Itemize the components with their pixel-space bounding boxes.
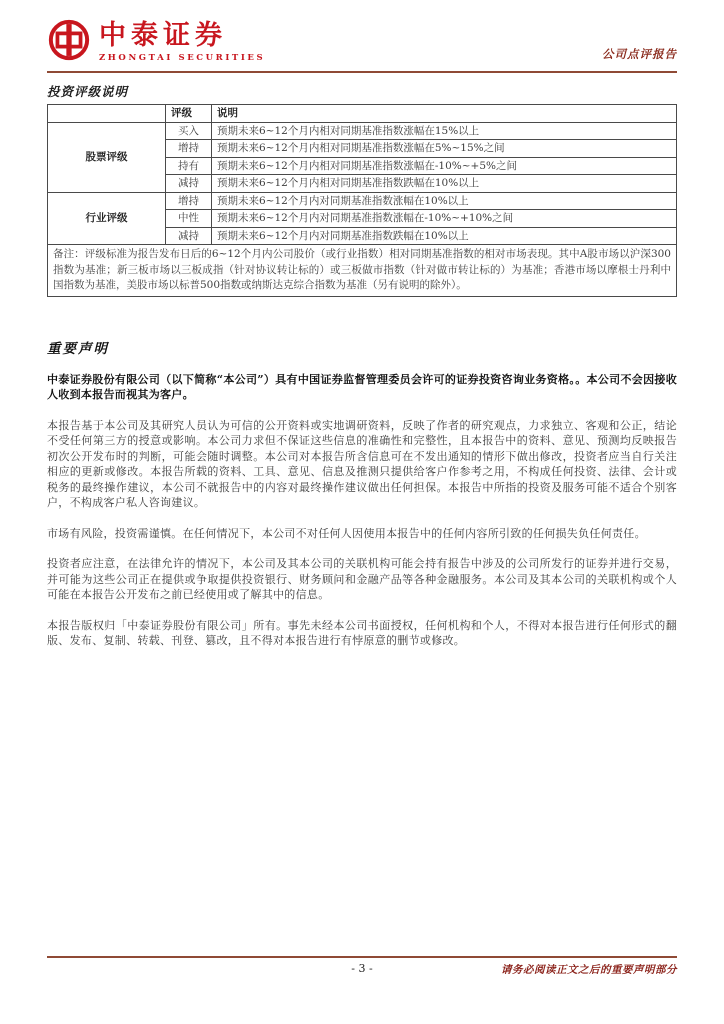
rating-section (47, 82, 677, 297)
statement-section-title: 重要声明 (47, 340, 109, 357)
rating-cell: 增持 (166, 192, 212, 210)
statement-paragraph: 市场有风险，投资需谨慎。在任何情况下，本公司不对任何人因使用本报告中的任何内容所引致的任何损失负任何责任。 (47, 526, 646, 540)
table-row (48, 192, 677, 210)
rating-desc-cell: 预期未来6~12个月内对同期基准指数涨幅在-10%~+10%之间 (212, 210, 677, 228)
header-divider (47, 71, 677, 73)
table-row (48, 122, 677, 140)
brand-name-cn: 中泰证券 (99, 19, 227, 51)
rating-table (47, 104, 677, 297)
footer-divider (47, 956, 677, 958)
brand-name-en: ZHONGTAI SECURITIES (99, 52, 266, 63)
rating-desc-cell: 预期未来6~12个月内相对同期基准指数涨幅在-10%~+5%之间 (212, 157, 677, 175)
rating-header-desc: 说明 (212, 105, 677, 123)
statement-paragraph: 本报告基于本公司及其研究人员认为可信的公开资料或实地调研资料，反映了作者的研究观点，力求独立、客观和公正，结论不受任何第三方的授意或影响。本公司力求但不保证这些信息的准确性和完整性，且本报告中的资料、意见、预测均反映报告初次公开发布时的判断，可能会随时调整。本公司对本报告所含信息可在不发出通知的情形下做出修改，投资者应当自行关注相应的更新或修改。本报告所载的资料、工具、意见、信息及推测只提供给客户作参考之用，不构成任何投资、法律、会计或税务的最终操作建议，本公司不就报告中的内容对最终操作建议做出任何担保。本报告中所指的投资及服务可能不适合个别客户，不构成客户私人咨询建议。 (47, 418, 677, 509)
statement-paragraph: 投资者应注意，在法律允许的情况下，本公司及其本公司的关联机构可能会持有报告中涉及的公司所发行的证券并进行交易，并可能为这些公司正在提供或争取提供投资银行、财务顾问和金融产品等各种金融服务。本公司及其本公司的关联机构或个人可能在本报告公开发布之前已经使用或了解其中的信息。 (47, 557, 677, 601)
rating-desc-cell: 预期未来6~12个月内相对同期基准指数跌幅在10%以上 (212, 175, 677, 193)
footer-row (47, 962, 677, 984)
footer-notice: 请务必阅读正文之后的重要声明部分 (501, 964, 677, 976)
statement-paragraph: 中泰证券股份有限公司（以下简称“本公司”）具有中国证券监督管理委员会许可的证券投资咨询业务资格。。本公司不会因接收人收到本报告而视其为客户。 (47, 372, 677, 401)
rating-desc-cell: 预期未来6~12个月内对同期基准指数涨幅在10%以上 (212, 192, 677, 210)
rating-cell: 持有 (166, 157, 212, 175)
brand-logo (47, 18, 265, 66)
rating-desc-cell: 预期未来6~12个月内相对同期基准指数涨幅在5%~15%之间 (212, 140, 677, 158)
page-number: - 3 - (351, 962, 373, 975)
statement-section (47, 337, 677, 649)
rating-cell: 增持 (166, 140, 212, 158)
rating-cell: 减持 (166, 227, 212, 245)
rating-cell: 买入 (166, 122, 212, 140)
rating-section-title: 投资评级说明 (47, 84, 129, 99)
rating-cell: 减持 (166, 175, 212, 193)
statement-paragraph: 本报告版权归「中泰证券股份有限公司」所有。事先未经本公司书面授权，任何机构和个人，不得对本报告进行任何形式的翻版、发布、复制、转载、刊登、篡改，且不得对本报告进行有悖原意的删节或修改。 (47, 618, 677, 647)
page-header (47, 18, 677, 66)
rating-note: 备注：评级标准为报告发布日后的6~12个月内公司股价（或行业指数）相对同期基准指数的相对市场表现。其中A股市场以沪深300指数为基准；新三板市场以三板成指（针对协议转让标的）或三板做市指数（针对做市转让标的）为基准；香港市场以摩根士丹利中国指数为基准，美股市场以标普500指数或纳斯达克综合指数为基准（另有说明的除外）。 (48, 245, 677, 297)
rating-header-empty-cell (48, 105, 166, 123)
table-note-row (48, 245, 677, 297)
industry-rating-group-label: 行业评级 (48, 192, 166, 245)
stock-rating-group-label: 股票评级 (48, 122, 166, 192)
zhongtai-logo-icon (47, 18, 91, 66)
rating-desc-cell: 预期未来6~12个月内相对同期基准指数涨幅在15%以上 (212, 122, 677, 140)
page-footer (47, 956, 677, 984)
rating-cell: 中性 (166, 210, 212, 228)
report-type-label: 公司点评报告 (602, 47, 677, 61)
rating-table-header-row (48, 105, 677, 123)
rating-header-rating: 评级 (166, 105, 212, 123)
rating-desc-cell: 预期未来6~12个月内对同期基准指数跌幅在10%以上 (212, 227, 677, 245)
brand-text (99, 19, 266, 63)
